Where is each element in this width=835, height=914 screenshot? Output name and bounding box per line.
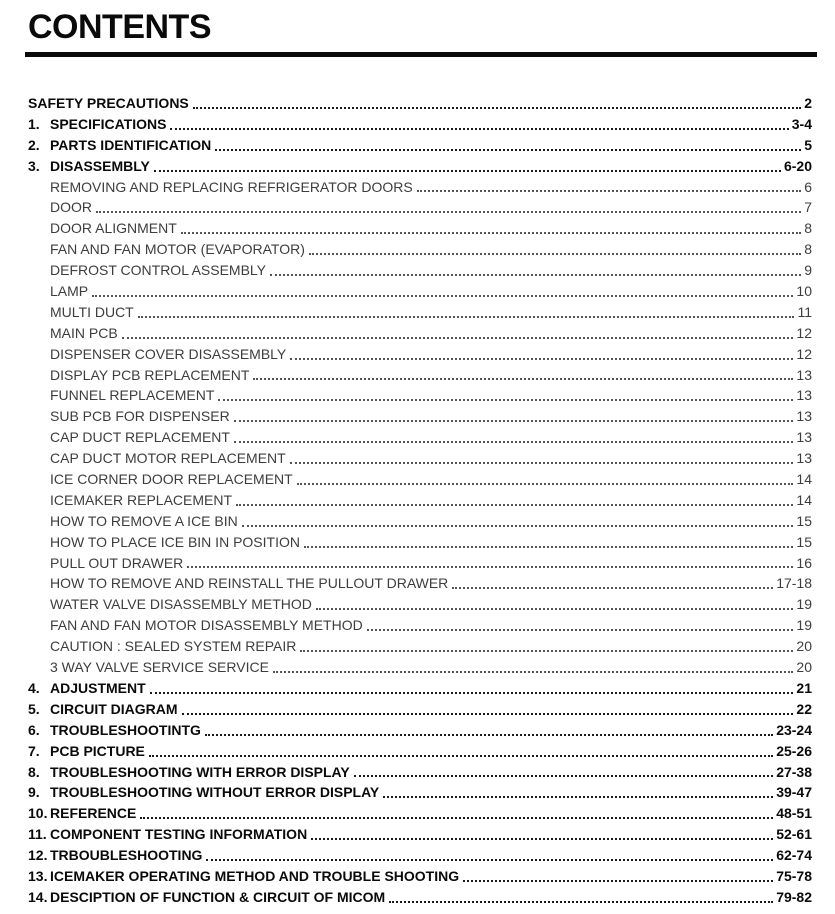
dot-leader-icon bbox=[236, 504, 793, 506]
toc-entry-number: 4. bbox=[28, 679, 40, 696]
toc-entry bbox=[28, 385, 812, 406]
toc-entry-number: 11. bbox=[28, 826, 47, 843]
toc-entry-page: 27-38 bbox=[776, 763, 812, 780]
toc-entry-page: 6-20 bbox=[783, 157, 812, 174]
toc-entry bbox=[28, 197, 812, 218]
toc-entry-number bbox=[28, 281, 50, 302]
toc-entry-page: 13 bbox=[796, 450, 812, 467]
toc-entry bbox=[28, 824, 812, 845]
dot-leader-icon bbox=[417, 190, 801, 192]
toc-entry-label: ICE CORNER DOOR REPLACEMENT bbox=[50, 471, 293, 488]
toc-entry bbox=[28, 678, 812, 699]
dot-leader-icon bbox=[297, 483, 794, 485]
toc-entry-number bbox=[28, 344, 50, 365]
toc-entry-number bbox=[28, 594, 50, 615]
toc-entry-page: 13 bbox=[796, 387, 812, 404]
dot-leader-icon bbox=[193, 107, 801, 109]
toc-entry-number bbox=[28, 469, 50, 490]
toc-entry-number: 5. bbox=[28, 700, 40, 717]
dot-leader-icon bbox=[242, 525, 794, 527]
toc-entry bbox=[28, 511, 812, 532]
toc-entry-page: 19 bbox=[796, 617, 812, 634]
dot-leader-icon bbox=[253, 378, 793, 380]
toc-entry bbox=[28, 720, 812, 741]
toc-entry-page: 8 bbox=[804, 220, 812, 237]
toc-entry-page: 13 bbox=[796, 429, 812, 446]
dot-leader-icon bbox=[218, 399, 793, 401]
toc-entry-number bbox=[28, 406, 50, 427]
toc-entry bbox=[28, 490, 812, 511]
toc-entry-label: PARTS IDENTIFICATION bbox=[50, 136, 212, 153]
dot-leader-icon bbox=[122, 337, 794, 339]
toc-entry-page: 2 bbox=[804, 95, 812, 111]
toc-entry-label: CAP DUCT MOTOR REPLACEMENT bbox=[50, 450, 286, 467]
page-title: CONTENTS bbox=[28, 8, 211, 46]
toc-entry-label: DISPLAY PCB REPLACEMENT bbox=[50, 366, 250, 383]
toc-entry-number bbox=[28, 532, 50, 553]
dot-leader-icon bbox=[316, 608, 794, 610]
toc-entry bbox=[28, 302, 812, 323]
toc-entry bbox=[28, 448, 812, 469]
toc-entry-page: 48-51 bbox=[776, 805, 812, 822]
toc-entry-label: LAMP bbox=[50, 283, 89, 300]
toc-entry-number bbox=[28, 260, 50, 281]
toc-entry-page: 15 bbox=[796, 512, 812, 529]
toc-entry-number bbox=[28, 448, 50, 469]
toc-entry-number: 6. bbox=[28, 721, 40, 738]
toc-entry-label: SPECIFICATIONS bbox=[50, 115, 167, 132]
toc-entry-number bbox=[28, 218, 50, 239]
toc-entry bbox=[28, 887, 812, 908]
toc-entry-number: 13. bbox=[28, 867, 48, 884]
dot-leader-icon bbox=[206, 859, 773, 861]
toc-entry bbox=[28, 365, 812, 386]
toc-entry-page: 10 bbox=[796, 283, 812, 300]
toc-entry-number bbox=[28, 385, 50, 406]
toc-entry-page: 7 bbox=[804, 199, 812, 216]
dot-leader-icon bbox=[181, 232, 801, 234]
toc-entry-label: FAN AND FAN MOTOR DISASSEMBLY METHOD bbox=[50, 617, 363, 634]
toc-entry-number bbox=[28, 323, 50, 344]
toc-entry-page: 6 bbox=[804, 178, 812, 195]
dot-leader-icon bbox=[452, 587, 773, 589]
toc-entry bbox=[28, 615, 812, 636]
dot-leader-icon bbox=[273, 671, 794, 673]
toc-entry-number bbox=[28, 657, 50, 678]
dot-leader-icon bbox=[182, 713, 794, 715]
toc-entry-page: 9 bbox=[804, 262, 812, 279]
dot-leader-icon bbox=[140, 817, 773, 819]
toc-entry-page: 15 bbox=[796, 533, 812, 550]
toc-entry-number: 8. bbox=[28, 763, 40, 780]
toc-entry-label: ICEMAKER OPERATING METHOD AND TROUBLE SHOOTING bbox=[50, 867, 460, 884]
toc-entry-number bbox=[28, 427, 50, 448]
toc-entry-label: CAUTION : SEALED SYSTEM REPAIR bbox=[50, 638, 297, 655]
toc-entry-page: 12 bbox=[796, 345, 812, 362]
toc-entry-page: 79-82 bbox=[776, 888, 812, 905]
toc-entry bbox=[28, 762, 812, 783]
dot-leader-icon bbox=[234, 441, 793, 443]
toc-entry-page: 17-18 bbox=[776, 575, 812, 592]
toc-entry bbox=[28, 281, 812, 302]
toc-entry bbox=[28, 469, 812, 490]
toc-entry bbox=[28, 239, 812, 260]
toc-entry-number: 2. bbox=[28, 136, 40, 153]
toc-entry-label: DOOR ALIGNMENT bbox=[50, 220, 177, 237]
toc-entry-page: 20 bbox=[796, 638, 812, 655]
toc-entry-page: 16 bbox=[796, 554, 812, 571]
toc-list bbox=[28, 93, 812, 908]
toc-entry-label: ADJUSTMENT bbox=[50, 679, 146, 696]
toc-entry-label: DISPENSER COVER DISASSEMBLY bbox=[50, 345, 287, 362]
toc-entry-label: SUB PCB FOR DISPENSER bbox=[50, 408, 230, 425]
toc-entry-page: 11 bbox=[797, 303, 812, 320]
dot-leader-icon bbox=[290, 462, 794, 464]
toc-entry bbox=[28, 323, 812, 344]
toc-entry-page: 8 bbox=[804, 241, 812, 258]
toc-entry-number bbox=[28, 302, 50, 323]
toc-entry bbox=[28, 156, 812, 177]
dot-leader-icon bbox=[354, 775, 773, 777]
toc-entry-label: HOW TO REMOVE AND REINSTALL THE PULLOUT DRAWER bbox=[50, 575, 449, 592]
toc-entry-number bbox=[28, 553, 50, 574]
toc-entry-number: 3. bbox=[28, 157, 40, 174]
title-underline bbox=[25, 52, 817, 57]
toc-entry-number: 12. bbox=[28, 847, 48, 864]
toc-entry-number bbox=[28, 197, 50, 218]
toc-entry-label: REMOVING AND REPLACING REFRIGERATOR DOORS bbox=[50, 178, 413, 195]
dot-leader-icon bbox=[463, 880, 773, 882]
toc-entry bbox=[28, 114, 812, 135]
toc-entry bbox=[28, 657, 812, 678]
toc-entry-label: MAIN PCB bbox=[50, 324, 118, 341]
toc-entry-page: 5 bbox=[804, 136, 812, 153]
toc-entry-number: 1. bbox=[28, 115, 40, 132]
toc-entry-number bbox=[28, 177, 50, 198]
toc-entry bbox=[28, 782, 812, 803]
toc-entry-number bbox=[28, 573, 50, 594]
toc-entry-number bbox=[28, 615, 50, 636]
toc-entry-label: TROUBLESHOOTING WITHOUT ERROR DISPLAY bbox=[50, 784, 380, 801]
dot-leader-icon bbox=[149, 755, 773, 757]
toc-entry-label: DOOR bbox=[50, 199, 92, 216]
dot-leader-icon bbox=[215, 149, 801, 151]
toc-entry-page: 75-78 bbox=[776, 867, 812, 884]
toc-entry bbox=[28, 344, 812, 365]
toc-entry bbox=[28, 594, 812, 615]
toc-entry bbox=[28, 573, 812, 594]
toc-entry-label: DISASSEMBLY bbox=[50, 157, 150, 174]
toc-entry-label: DESCIPTION OF FUNCTION & CIRCUIT OF MICOM bbox=[50, 888, 386, 905]
toc-entry-number: 14. bbox=[28, 888, 48, 905]
toc-entry-label: HOW TO PLACE ICE BIN IN POSITION bbox=[50, 533, 300, 550]
dot-leader-icon bbox=[309, 253, 801, 255]
toc-entry-number bbox=[28, 511, 50, 532]
toc-entry bbox=[28, 260, 812, 281]
toc-entry-page: 14 bbox=[796, 471, 812, 488]
toc-entry-label: WATER VALVE DISASSEMBLY METHOD bbox=[50, 596, 312, 613]
toc-entry-number: 9. bbox=[28, 784, 40, 801]
toc-entry-label: TROUBLESHOOTING WITH ERROR DISPLAY bbox=[50, 763, 350, 780]
toc-entry-label: FAN AND FAN MOTOR (EVAPORATOR) bbox=[50, 241, 305, 258]
toc-entry-number: 7. bbox=[28, 742, 40, 759]
toc-entry-number bbox=[28, 490, 50, 511]
toc-entry bbox=[28, 406, 812, 427]
toc-entry-page: 19 bbox=[796, 596, 812, 613]
dot-leader-icon bbox=[138, 316, 795, 318]
dot-leader-icon bbox=[92, 295, 793, 297]
toc-entry-page: 25-26 bbox=[776, 742, 812, 759]
dot-leader-icon bbox=[383, 796, 773, 798]
toc-entry-number bbox=[28, 636, 50, 657]
dot-leader-icon bbox=[389, 901, 773, 903]
toc-entry-page: 14 bbox=[796, 491, 812, 508]
toc-entry bbox=[28, 553, 812, 574]
toc-entry-number: 10. bbox=[28, 805, 48, 822]
toc-entry bbox=[28, 218, 812, 239]
toc-entry-label: DEFROST CONTROL ASSEMBLY bbox=[50, 262, 267, 279]
toc-entry-number bbox=[28, 239, 50, 260]
toc-entry bbox=[28, 135, 812, 156]
toc-entry-label: TRBOUBLESHOOTING bbox=[50, 847, 203, 864]
dot-leader-icon bbox=[96, 211, 801, 213]
toc-entry bbox=[28, 741, 812, 762]
dot-leader-icon bbox=[170, 128, 788, 130]
toc-entry bbox=[28, 636, 812, 657]
toc-entry-page: 13 bbox=[796, 366, 812, 383]
dot-leader-icon bbox=[187, 566, 793, 568]
toc-entry-label: TROUBLESHOOTINTG bbox=[50, 721, 201, 738]
toc-entry-label: ICEMAKER REPLACEMENT bbox=[50, 491, 233, 508]
toc-entry bbox=[28, 699, 812, 720]
toc-entry-label: COMPONENT TESTING INFORMATION bbox=[50, 826, 308, 843]
dot-leader-icon bbox=[270, 274, 801, 276]
dot-leader-icon bbox=[234, 420, 794, 422]
toc-entry-label: PULL OUT DRAWER bbox=[50, 554, 184, 571]
toc-entry-page: 21 bbox=[796, 679, 812, 696]
toc-entry bbox=[28, 845, 812, 866]
toc-entry-number bbox=[28, 365, 50, 386]
toc-entry bbox=[28, 93, 812, 114]
dot-leader-icon bbox=[150, 692, 794, 694]
toc-entry-page: 13 bbox=[796, 408, 812, 425]
dot-leader-icon bbox=[154, 170, 781, 172]
toc-entry bbox=[28, 427, 812, 448]
dot-leader-icon bbox=[304, 546, 793, 548]
dot-leader-icon bbox=[290, 358, 793, 360]
toc-entry bbox=[28, 532, 812, 553]
toc-entry-page: 22 bbox=[796, 700, 812, 717]
dot-leader-icon bbox=[367, 629, 794, 631]
toc-entry-page: 52-61 bbox=[776, 826, 812, 843]
dot-leader-icon bbox=[300, 650, 793, 652]
toc-entry-page: 20 bbox=[796, 659, 812, 676]
toc-entry bbox=[28, 177, 812, 198]
toc-entry-page: 12 bbox=[796, 324, 812, 341]
toc-entry-page: 3-4 bbox=[791, 115, 812, 132]
toc-entry-label: CIRCUIT DIAGRAM bbox=[50, 700, 178, 717]
toc-entry-label: MULTI DUCT bbox=[50, 303, 134, 320]
toc-entry-label: REFERENCE bbox=[50, 805, 137, 822]
toc-entry-label: FUNNEL REPLACEMENT bbox=[50, 387, 215, 404]
dot-leader-icon bbox=[205, 734, 773, 736]
toc-entry bbox=[28, 866, 812, 887]
toc-entry-label: CAP DUCT REPLACEMENT bbox=[50, 429, 230, 446]
toc-entry bbox=[28, 803, 812, 824]
toc-entry-page: 39-47 bbox=[776, 784, 812, 801]
toc-entry-page: 23-24 bbox=[776, 721, 812, 738]
toc-entry-label: SAFETY PRECAUTIONS bbox=[28, 95, 189, 111]
toc-entry-label: PCB PICTURE bbox=[50, 742, 145, 759]
dot-leader-icon bbox=[311, 838, 773, 840]
toc-entry-label: HOW TO REMOVE A ICE BIN bbox=[50, 512, 238, 529]
toc-entry-page: 62-74 bbox=[776, 847, 812, 864]
toc-entry-label: 3 WAY VALVE SERVICE SERVICE bbox=[50, 659, 269, 676]
